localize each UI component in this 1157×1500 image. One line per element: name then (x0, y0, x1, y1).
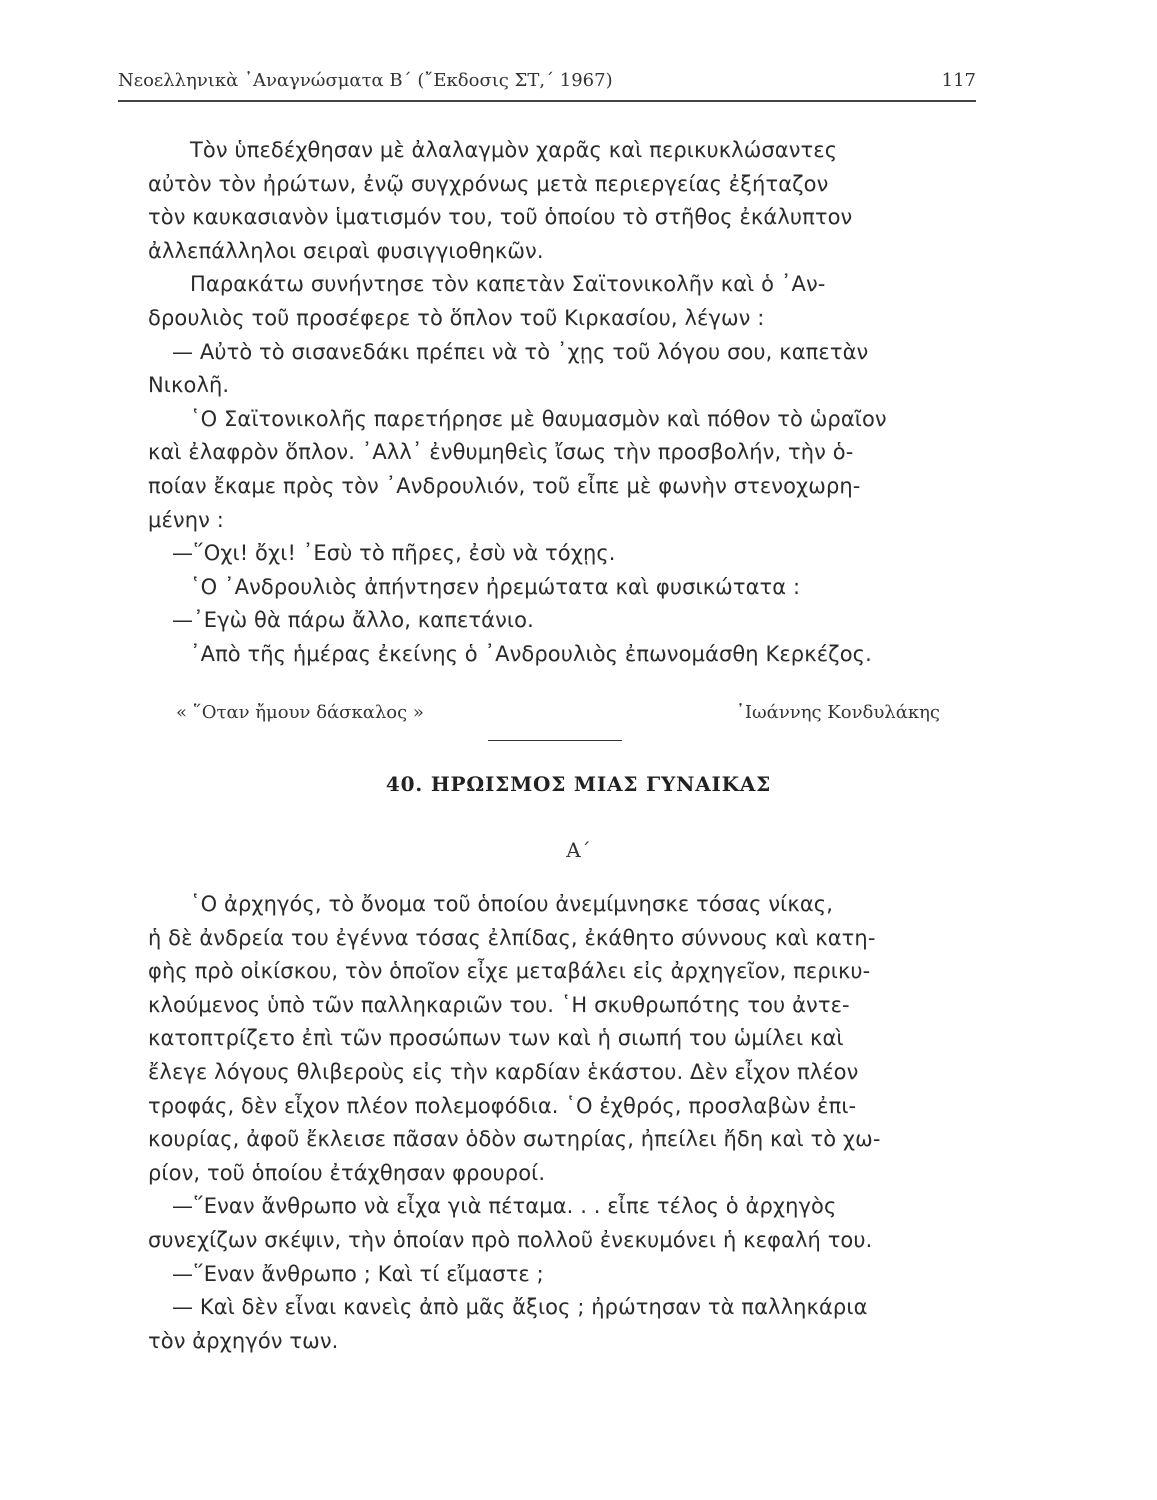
paragraph-line: τροφάς, δὲν εἶχον πλέον πολεμοφόδια. ῾Ο ἐχθρός, προσλαβὼν ἐπι- (148, 1093, 857, 1118)
citation (176, 702, 940, 730)
paragraph-line: ἡ δὲ ἀνδρεία του ἐγέννα τόσας ἐλπίδας, ἐκάθητο σύννους καὶ κατη- (148, 925, 876, 950)
paragraph-line: ποίαν ἔκαμε πρὸς τὸν ᾿Ανδρουλιόν, τοῦ εἶπε μὲ φωνὴν στενοχωρη- (148, 473, 861, 498)
passage-two (148, 888, 982, 1358)
paragraph-line: καὶ ἐλαφρὸν ὅπλον. ᾿Αλλ᾿ ἐνθυμηθεὶς ἴσως τὴν προσβολήν, τὴν ὁ- (148, 440, 854, 465)
paragraph-line: Παρακάτω συνήντησε τὸν καπετὰν Σαϊτονικολῆν καὶ ὁ ᾿Αν- (190, 272, 826, 297)
dialogue-line: —῞Εναν ἄνθρωπο νὰ εἶχα γιὰ πέταμα. . . εἶπε τέλος ὁ ἀρχηγὸς (172, 1194, 837, 1219)
paragraph-line: ᾿Απὸ τῆς ἡμέρας ἐκείνης ὁ ᾿Ανδρουλιὸς ἐπωνομάσθη Κερκέζος. (190, 641, 872, 666)
running-title: Νεοελληνικὰ ᾿Αναγνώσματα Β΄ (῎Εκδοσις ΣΤ,΄ 1967) (118, 70, 613, 91)
dialogue-line: —᾿Εγὼ θὰ πάρω ἄλλο, καπετάνιο. (172, 608, 534, 633)
page-number: 117 (941, 70, 976, 91)
section-title: 40. ΗΡΩΙΣΜΟΣ ΜΙΑΣ ΓΥΝΑΙΚΑΣ (385, 772, 772, 796)
paragraph-line: ρίον, τοῦ ὁποίου ἐτάχθησαν φρουροί. (148, 1160, 546, 1185)
paragraph-line: κλούμενος ὑπὸ τῶν παλληκαριῶν του. ῾Η σκυθρωπότης του ἀντε- (148, 992, 850, 1017)
paragraph-line: αὐτὸν τὸν ἠρώτων, ἐνῷ συγχρόνως μετὰ περιεργείας ἐξήταζον (148, 171, 829, 196)
paragraph-line: ῾Ο ἀρχηγός, τὸ ὄνομα τοῦ ὁποίου ἀνεμίμνησκε τόσας νίκας, (190, 892, 833, 916)
dialogue-line: —῞Οχι! ὄχι! ᾿Εσὺ τὸ πῆρες, ἐσὺ νὰ τόχῃς. (172, 541, 616, 566)
paragraph-line: Νικολῆ. (148, 373, 230, 398)
paragraph-line: τὸν ἀρχηγόν των. (148, 1328, 339, 1353)
paragraph-line: ἔλεγε λόγους θλιβεροὺς εἰς τὴν καρδίαν ἑκάστου. Δὲν εἶχον πλέον (148, 1059, 859, 1084)
citation-source: « ῞Οταν ἤμουν δάσκαλος » (176, 702, 424, 723)
paragraph-line: ῾Ο Σαϊτονικολῆς παρετήρησε μὲ θαυμασμὸν καὶ πόθον τὸ ὡραῖον (190, 406, 887, 431)
citation-author: ᾿Ιωάννης Κονδυλάκης (735, 702, 940, 723)
paragraph-line: κουρίας, ἀφοῦ ἔκλεισε πᾶσαν ὁδὸν σωτηρίας, ἠπείλει ἤδη καὶ τὸ χω- (148, 1127, 881, 1152)
dialogue-line: — Καὶ δὲν εἶναι κανεὶς ἀπὸ μᾶς ἄξιος ; ἠρώτησαν τὰ παλληκάρια (172, 1295, 868, 1320)
header-rule (118, 100, 976, 102)
dialogue-line: — Αὐτὸ τὸ σισανεδάκι πρέπει νὰ τὸ ᾿χῃς τοῦ λόγου σου, καπετὰν (172, 339, 869, 364)
subsection-marker: Α΄ (566, 838, 591, 862)
paragraph-line: Τὸν ὑπεδέχθησαν μὲ ἀλαλαγμὸν χαρᾶς καὶ περικυκλώσαντες (190, 138, 838, 162)
paragraph-line: κατοπτρίζετο ἐπὶ τῶν προσώπων των καὶ ἡ σιωπή του ὡμίλει καὶ (148, 1026, 844, 1051)
section-separator (488, 740, 622, 741)
paragraph-line: τὸν καυκασιανὸν ἱματισμόν του, τοῦ ὁποίου τὸ στῆθος ἐκάλυπτον (148, 205, 853, 230)
paragraph-line: μένην : (148, 507, 224, 532)
dialogue-line: —῞Εναν ἄνθρωπο ; Καὶ τί εἴμαστε ; (172, 1261, 544, 1286)
paragraph-line: ἀλλεπάλληλοι σειραὶ φυσιγγιοθηκῶν. (148, 238, 544, 263)
paragraph-line: ῾Ο ᾿Ανδρουλιὸς ἀπήντησεν ἠρεμώτατα καὶ φυσικώτατα : (190, 574, 801, 599)
running-header (118, 66, 976, 96)
passage-one (148, 134, 982, 672)
paragraph-line: δρουλιὸς τοῦ προσέφερε τὸ ὅπλον τοῦ Κιρκασίου, λέγων : (148, 305, 765, 330)
paragraph-line: φὴς πρὸ οἰκίσκου, τὸν ὁποῖον εἶχε μεταβάλει εἰς ἀρχηγεῖον, περικυ- (148, 959, 871, 984)
paragraph-line: συνεχίζων σκέψιν, τὴν ὁποίαν πρὸ πολλοῦ ἐνεκυμόνει ἡ κεφαλή του. (148, 1227, 873, 1252)
